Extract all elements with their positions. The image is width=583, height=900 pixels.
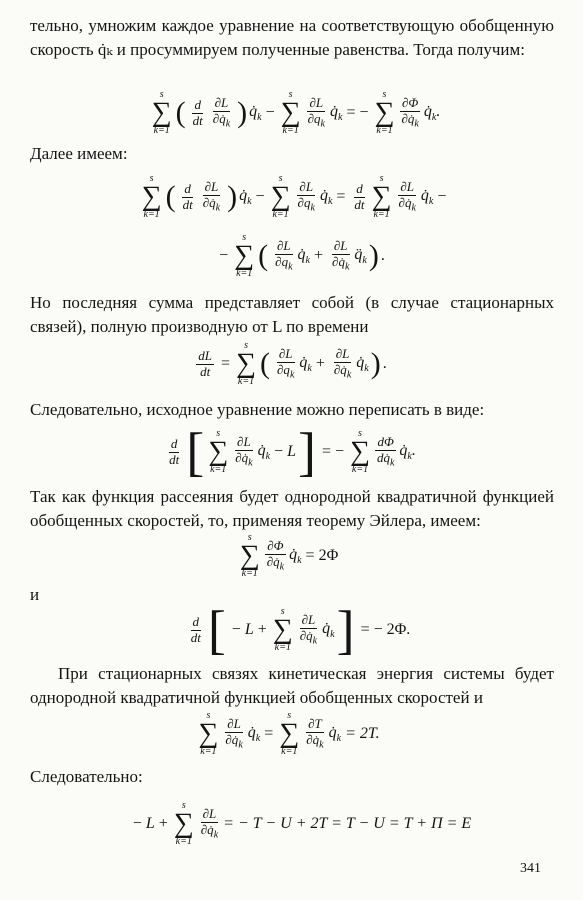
equation-7: s ∑ k=1 $\frac{\partial L}{\partial q̇_k}$ $q̇_k$ = s ∑ k=1 $\frac{\partial T}{\partial q̇_k}$ $q̇_k$ = 2T.: [198, 710, 380, 757]
eq8-rhs: = − T − U + 2T = T − U = T + Π = E: [223, 815, 472, 832]
equation-2a: s ∑ k=1 ( $\frac{d}{dt}$ $\frac{\partial L}{\partial q̇_k}$ ) $q̇_k$ − s ∑ k=1 $\frac{\partial L}{\partial q_k}$ $q̇_k$ = $\frac{d}{dt}$ s ∑ k=1 $\frac{\partial L}{\partial q̇_k}$ $q̇_k$ −: [141, 173, 447, 220]
equation-1: s ∑ k=1 ( $\frac{d}{dt}$ $\frac{\partial L}{\partial q̇_k}$ ) $q̇_k$ − s ∑ k=1 $\frac{\partial L}{\partial q_k}$ $q̇_k$ = − s ∑ k=1 $\frac{\partial\Phi}{\partial q̇_k}$ $q̇_k$.: [151, 89, 441, 136]
paragraph-rewrite: Следовательно, исходное уравнение можно переписать в виде:: [30, 400, 485, 419]
equation-8: − L + s ∑ k=1 $\frac{\partial L}{\partial q̇_k}$ = − T − U + 2T = T − U = T + Π = E: [132, 800, 472, 847]
paragraph-intro: тельно, умножим каждое уравнение на соответствующую обобщенную скорость q̇ₖ и просуммируем полученные равенства. Тогда получим:: [30, 16, 554, 59]
equation-4: $\frac{d}{dt}$ [ s ∑ k=1 $\frac{\partial L}{\partial q̇_k}$ $q̇_k$ − L ] = − s ∑ k=1 $\frac{d\Phi}{dq̇_k}$ $q̇_k$.: [169, 422, 416, 482]
eq7-rhs: = 2T.: [345, 725, 380, 742]
euler-rhs: = 2Φ: [305, 547, 339, 564]
equation-3: $\frac{dL}{dt}$ = s ∑ k=1 ( $\frac{\partial L}{\partial q_k}$ $q̇_k$ + $\frac{\partial L}{\partial q̇_k}$ $q̇_k$ ) .: [198, 340, 387, 387]
paragraph-further: Далее имеем:: [30, 144, 128, 163]
paragraph-last-sum: Но последняя сумма представляет собой (в случае стационарных связей), полную производную от L по времени: [30, 293, 554, 336]
page-number: 341: [520, 861, 541, 876]
paragraph-therefore: Следовательно:: [30, 767, 143, 786]
paragraph-stationary: При стационарных связях кинетическая энергия системы будет однородной квадратичной функцией обобщенных скоростей и: [30, 664, 554, 707]
equation-5: s ∑ k=1 $\frac{\partial\Phi}{\partial q̇_k}$ $q̇_k$ = 2Φ: [239, 532, 339, 579]
paragraph-dissipation: Так как функция рассеяния будет однородной квадратичной функцией обобщенных скоростей, то, применяя теорему Эйлера, имеем:: [30, 487, 554, 530]
equation-2b: − s ∑ k=1 ( $\frac{\partial L}{\partial q_k}$ $q̇_k$ + $\frac{\partial L}{\partial q̇_k}$ $q̈_k$ ) .: [219, 232, 385, 279]
equation-6: $\frac{d}{dt}$ [ − L + s ∑ k=1 $\frac{\partial L}{\partial q̇_k}$ $q̇_k$ ] = − 2Φ.: [190, 600, 411, 660]
eq6-rhs: = − 2Φ.: [360, 621, 411, 638]
word-and: и: [30, 585, 40, 604]
